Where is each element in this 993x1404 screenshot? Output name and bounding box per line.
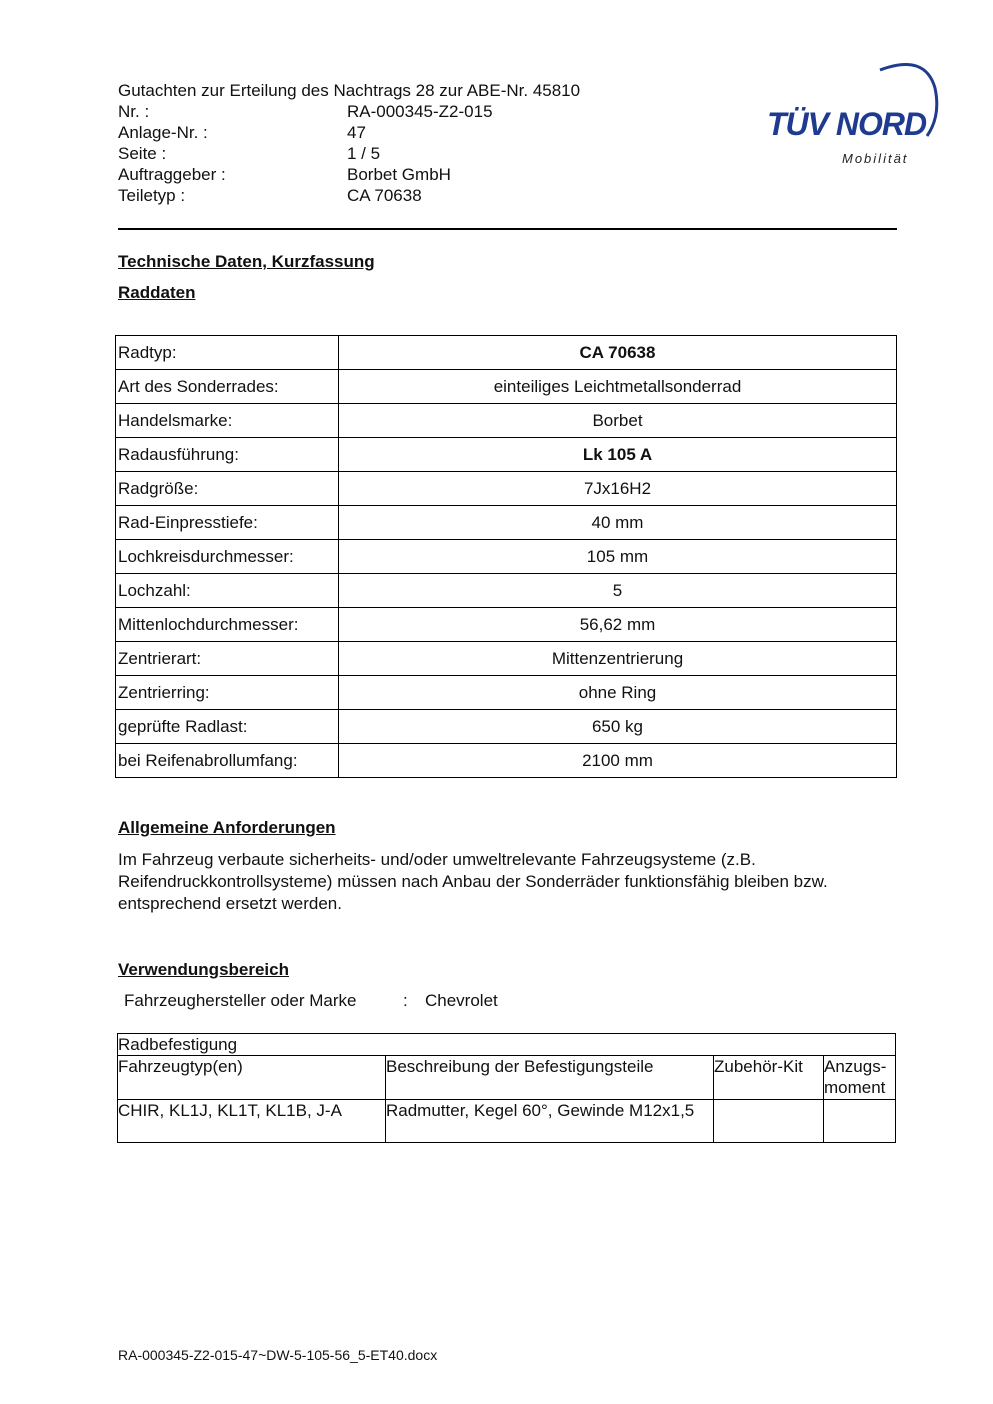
table-row [116,676,897,710]
table-row [116,438,897,472]
row-label: Zentrierart: [116,642,339,676]
header-row [118,143,580,164]
header-row [118,164,580,185]
document-header [118,80,580,206]
table-row [116,540,897,574]
manufacturer-value: Chevrolet [425,991,498,1010]
row-value: CA 70638 [339,336,897,370]
row-value: 650 kg [339,710,897,744]
allgemein-paragraph: Im Fahrzeug verbaute sicherheits- und/oder umweltrelevante Fahrzeugsysteme (z.B. Reifendruckkontrollsysteme) müssen nach Anbau der Sonderräder funktionsfähig bleiben bzw. entsprechend ersetzt werden. [118,850,828,913]
table-row [116,710,897,744]
row-value: 2100 mm [339,744,897,778]
header-value: 47 [347,123,366,142]
manufacturer-separator: : [403,991,408,1010]
manufacturer-label: Fahrzeughersteller oder Marke [124,991,357,1010]
logo-wordmark: TÜV NORD [767,106,927,142]
row-value: Lk 105 A [339,438,897,472]
header-title: Gutachten zur Erteilung des Nachtrags 28 zur ABE-Nr. 45810 [118,81,581,100]
header-label: Auftraggeber : [118,165,226,184]
header-value: 1 / 5 [347,144,381,163]
row-label: bei Reifenabrollumfang: [116,744,339,778]
header-label: Anlage-Nr. : [118,123,208,142]
row-label: geprüfte Radlast: [116,710,339,744]
radbefestigung-table [117,1033,896,1143]
table-row [116,744,897,778]
header-row [118,185,580,206]
table-row [118,1100,896,1143]
column-header: Anzugs-moment [824,1056,896,1100]
row-label: Handelsmarke: [116,404,339,438]
header-label: Seite : [118,144,167,163]
header-row [118,101,580,122]
row-label: Rad-Einpresstiefe: [116,506,339,540]
header-row [118,122,580,143]
row-label: Lochzahl: [116,574,339,608]
header-value: RA-000345-Z2-015 [347,102,493,121]
header-value: Borbet GmbH [347,165,451,184]
table-row [116,370,897,404]
section-heading-allgemein: Allgemeine Anforderungen [118,818,336,837]
table-row [116,574,897,608]
header-value: CA 70638 [347,186,422,205]
row-value: einteiliges Leichtmetallsonderrad [339,370,897,404]
row-value: 40 mm [339,506,897,540]
section-heading-raddaten: Raddaten [118,283,196,302]
logo-subtitle: Mobilität [842,151,909,166]
table-title: Radbefestigung [118,1034,896,1056]
table-row [116,336,897,370]
table-cell: Radmutter, Kegel 60°, Gewinde M12x1,5 [386,1100,714,1143]
row-value: 7Jx16H2 [339,472,897,506]
row-value: Mittenzentrierung [339,642,897,676]
row-value: 56,62 mm [339,608,897,642]
row-label: Radtyp: [116,336,339,370]
row-label: Radausführung: [116,438,339,472]
row-value: 5 [339,574,897,608]
section-heading-verwendung: Verwendungsbereich [118,960,289,979]
footer-filename: RA-000345-Z2-015-47~DW-5-105-56_5-ET40.docx [118,1347,438,1363]
header-label: Teiletyp : [118,186,186,205]
row-value: 105 mm [339,540,897,574]
verwendung-line [124,991,498,1011]
table-row [116,608,897,642]
table-title-row [118,1034,896,1056]
header-divider [118,228,897,230]
raddaten-table [115,335,897,778]
row-label: Mittenlochdurchmesser: [116,608,339,642]
column-header: Beschreibung der Befestigungsteile [386,1056,714,1100]
table-row [116,404,897,438]
table-row [116,472,897,506]
row-label: Radgröße: [116,472,339,506]
table-cell [824,1100,896,1143]
row-value: Borbet [339,404,897,438]
tuev-nord-logo [765,58,945,173]
table-header-row [118,1056,896,1100]
table-cell [714,1100,824,1143]
column-header: Fahrzeugtyp(en) [118,1056,386,1100]
section-heading-technische: Technische Daten, Kurzfassung [118,252,375,271]
row-label: Lochkreisdurchmesser: [116,540,339,574]
table-row [116,506,897,540]
row-label: Art des Sonderrades: [116,370,339,404]
table-cell: CHIR, KL1J, KL1T, KL1B, J-A [118,1100,386,1143]
row-label: Zentrierring: [116,676,339,710]
row-value: ohne Ring [339,676,897,710]
header-label: Nr. : [118,102,150,121]
column-header: Zubehör-Kit [714,1056,824,1100]
table-row [116,642,897,676]
